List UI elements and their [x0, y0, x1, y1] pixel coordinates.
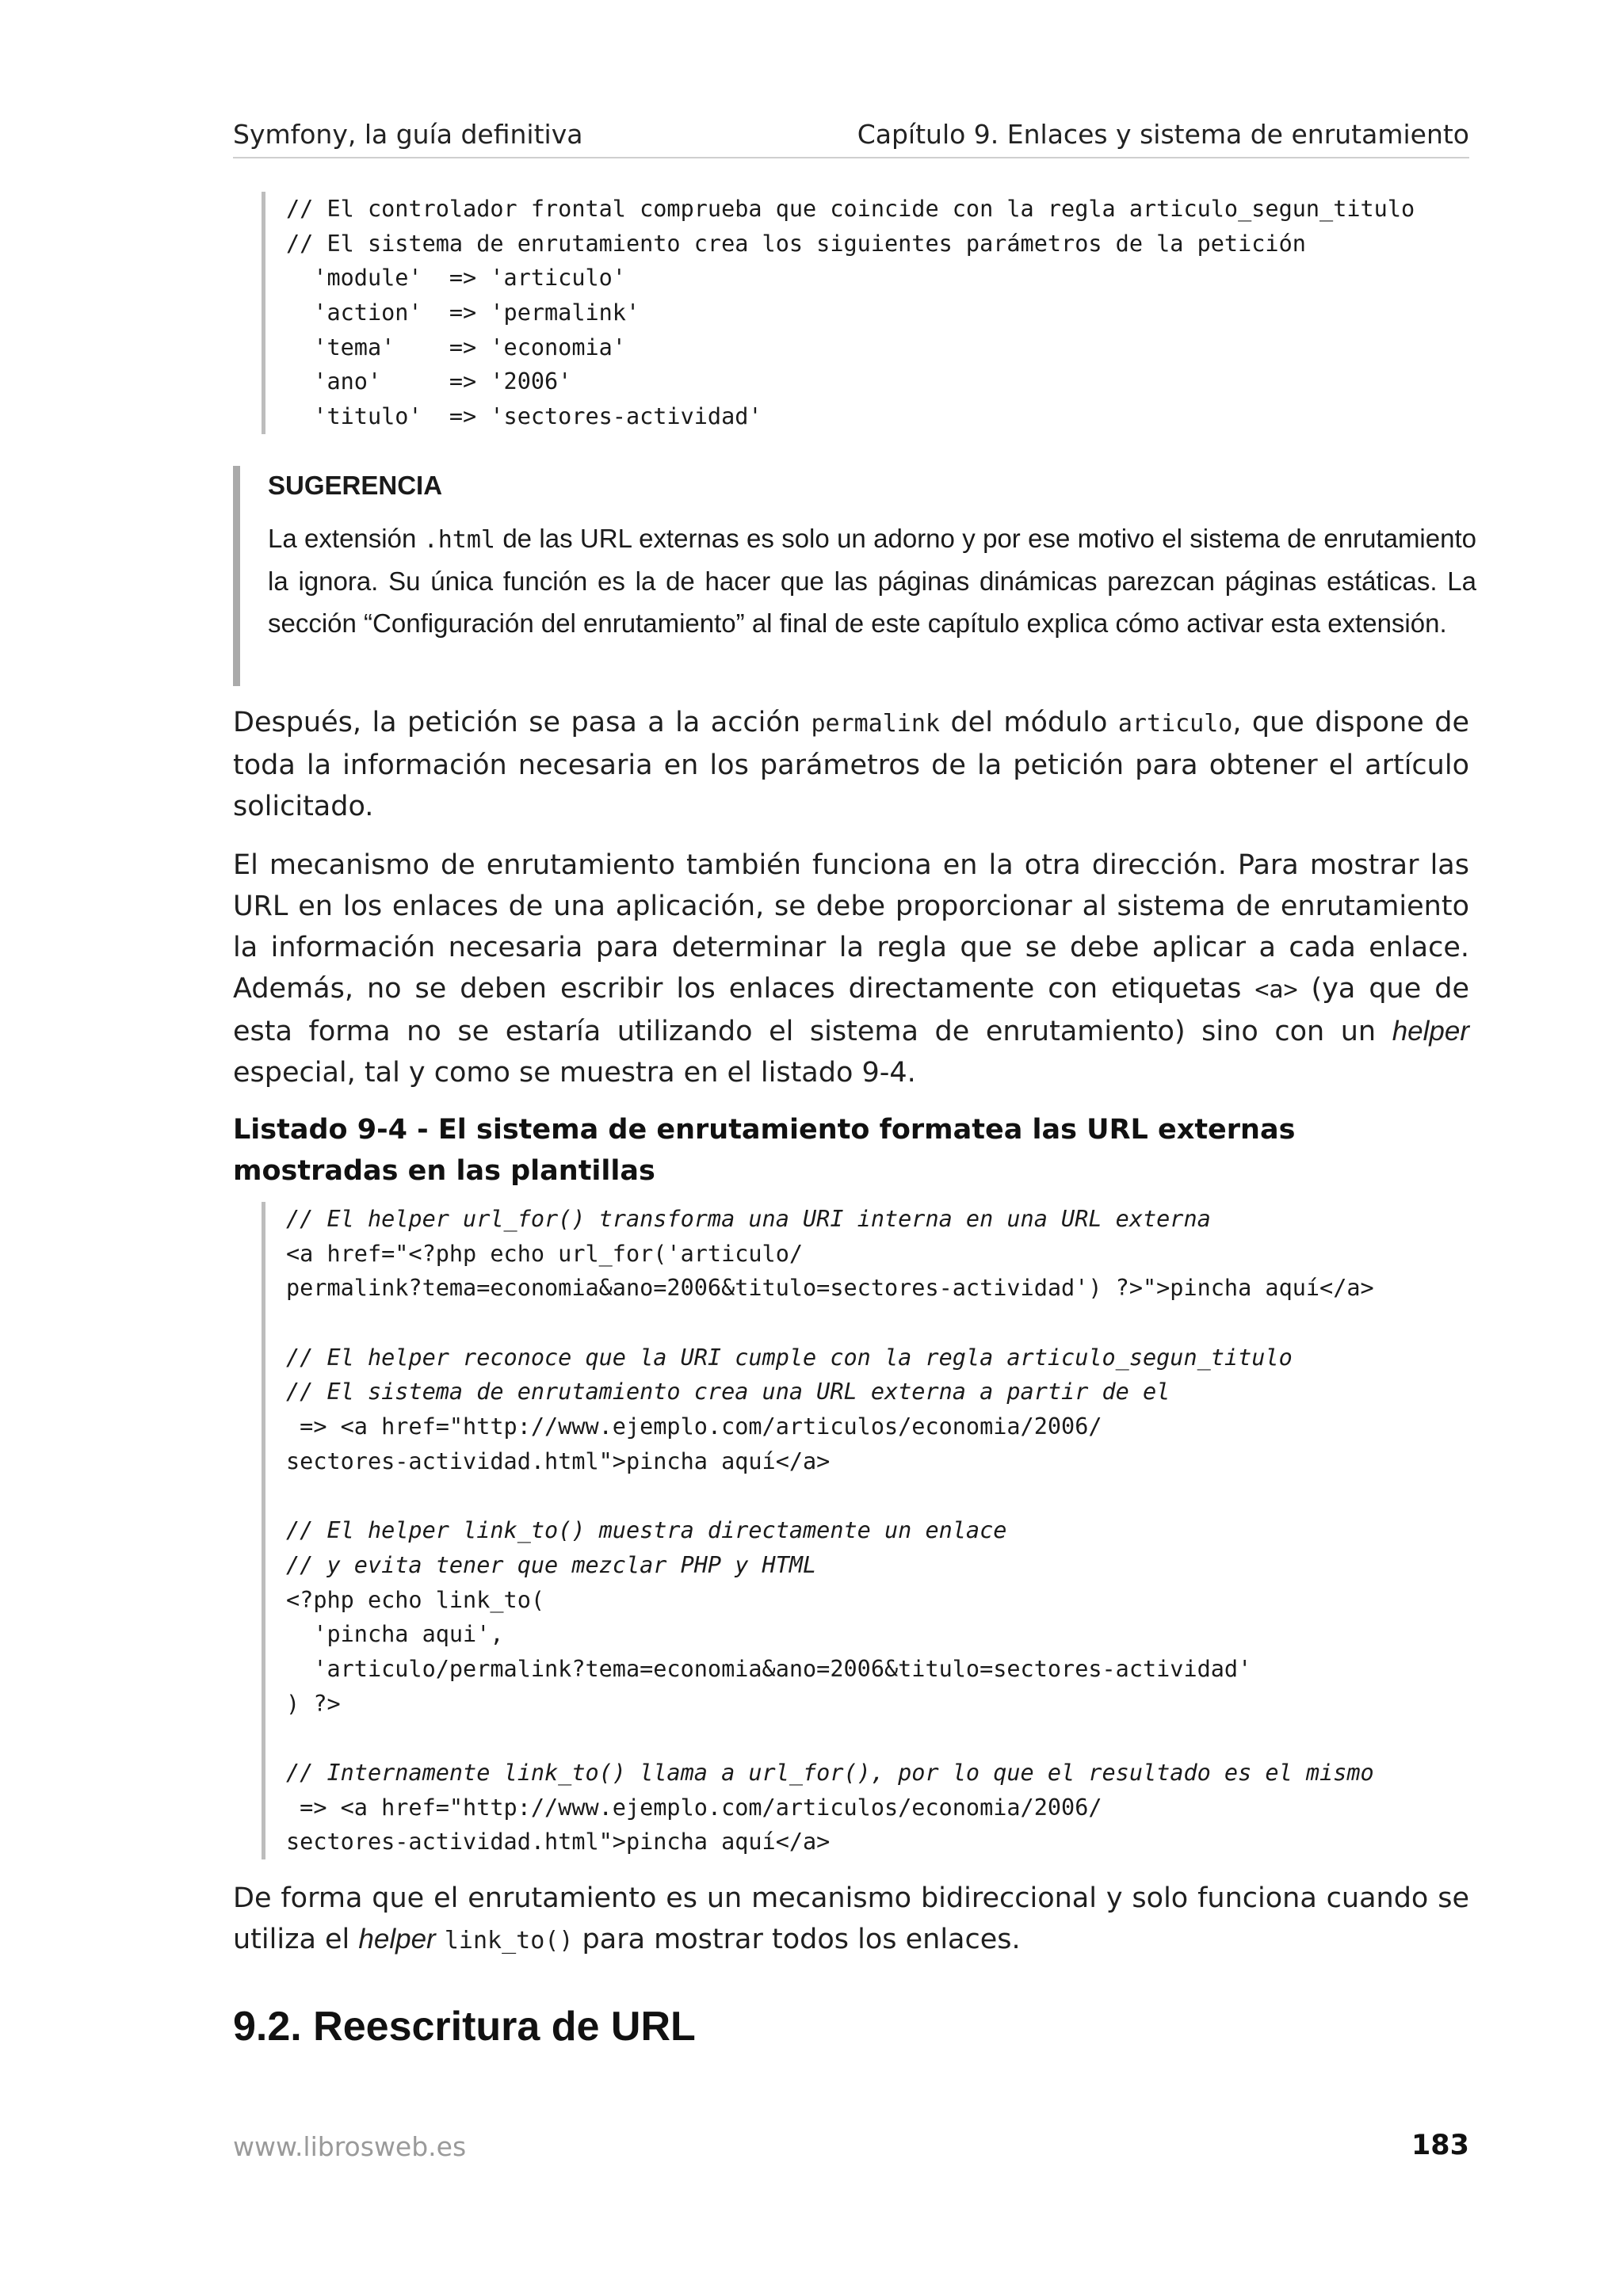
running-header [233, 119, 1469, 158]
tip-title: SUGERENCIA [268, 471, 443, 500]
code-block-listing-9-4 [262, 1202, 1374, 1859]
emphasis: helper [358, 1924, 436, 1955]
paragraph-text [436, 1924, 445, 1955]
paragraph [233, 845, 1469, 1093]
code-line: <a href="<?php echo url_for('articulo/ [286, 1240, 804, 1267]
code-line: 'tema' => 'economia' [286, 334, 626, 360]
tip-text: de las URL externas es solo un adorno y por ese motivo el sistema de enrutamiento la ignora. Su única función es la de hacer que las páginas dinámicas parezcan páginas estáticas. La sección “Configuración del enrutamiento” al final de este capítulo explica cómo activar esta extensión. [268, 524, 1476, 638]
paragraph-text: especial, tal y como se muestra en el listado 9-4. [233, 1057, 916, 1089]
footer-website: www.librosweb.es [233, 2131, 467, 2162]
tip-box [233, 466, 1476, 686]
paragraph-text: Después, la petición se pasa a la acción [233, 707, 812, 738]
code-line: // El helper link_to() muestra directamente un enlace [286, 1517, 1007, 1544]
code-line: 'ano' => '2006' [286, 368, 572, 395]
tip-body [268, 518, 1476, 644]
paragraph-text: (ya que de esta forma no se estaría utilizando el sistema de enrutamiento) sino con un [233, 973, 1470, 1047]
code-block-routing-params [262, 192, 1415, 434]
code-line: 'titulo' => 'sectores-actividad' [286, 403, 762, 430]
paragraph [233, 1878, 1469, 1962]
code-line: // y evita tener que mezclar PHP y HTML [286, 1551, 817, 1578]
paragraph-text: del módulo [940, 707, 1118, 738]
code-line: 'articulo/permalink?tema=economia&ano=2006&titulo=sectores-actividad' [286, 1655, 1252, 1682]
code-line: permalink?tema=economia&ano=2006&titulo=sectores-actividad') ?>">pincha aquí</a> [286, 1275, 1374, 1302]
header-book-title: Symfony, la guía definitiva [233, 119, 583, 150]
paragraph-text: para mostrar todos los enlaces. [573, 1924, 1021, 1955]
section-heading: 9.2. Reescritura de URL [233, 2004, 696, 2050]
code-line: // El helper reconoce que la URI cumple con la regla articulo_segun_titulo [286, 1344, 1293, 1371]
paragraph-text: , que dispone de toda la información necesaria en los parámetros de la petición para obtener el artículo solicitado. [233, 707, 1469, 822]
footer-page-number: 183 [1411, 2130, 1469, 2161]
code-line: // El sistema de enrutamiento crea una URL externa a partir de el [286, 1379, 1170, 1405]
code-line: // El helper url_for() transforma una URI interna en una URL externa [286, 1206, 1211, 1232]
tip-text: La extensión [268, 524, 424, 553]
code-line: sectores-actividad.html">pincha aquí</a> [286, 1447, 831, 1474]
inline-code: <a> [1254, 976, 1298, 1004]
paragraph [233, 702, 1469, 827]
code-line [286, 1479, 1374, 1514]
code-line: 'pincha aqui', [286, 1621, 504, 1648]
paragraph-text: De forma que el enrutamiento es un mecanismo bidireccional y solo funciona cuando se utiliza el [233, 1882, 1469, 1955]
header-chapter-title: Capítulo 9. Enlaces y sistema de enrutamiento [857, 119, 1469, 150]
code-line: => <a href="http://www.ejemplo.com/articulos/economia/2006/ [286, 1794, 1102, 1821]
code-line [286, 1721, 1374, 1756]
tip-code: .html [423, 526, 495, 554]
code-line: // El controlador frontal comprueba que coincide con la regla articulo_segun_titulo [286, 196, 1415, 222]
inline-code: permalink [811, 710, 940, 738]
code-line: // Internamente link_to() llama a url_for(), por lo que el resultado es el mismo [286, 1760, 1374, 1786]
code-line: => <a href="http://www.ejemplo.com/articulos/economia/2006/ [286, 1413, 1102, 1440]
code-line: 'action' => 'permalink' [286, 299, 640, 326]
paragraph-text: El mecanismo de enrutamiento también funciona en la otra dirección. Para mostrar las URL en los enlaces de una aplicación, se debe proporcionar al sistema de enrutamiento la información necesaria para determinar la regla que se debe aplicar a cada enlace. Además, no se deben escribir los enlaces directamente con etiquetas [233, 849, 1469, 1005]
code-line: // El sistema de enrutamiento crea los siguientes parámetros de la petición [286, 230, 1306, 257]
inline-code: articulo [1117, 710, 1233, 738]
code-line: 'module' => 'articulo' [286, 265, 626, 292]
emphasis: helper [1392, 1016, 1469, 1047]
inline-code: link_to() [444, 1927, 574, 1955]
listing-title: Listado 9-4 - El sistema de enrutamiento formatea las URL externas mostradas en las plantillas [233, 1114, 1296, 1187]
code-line: sectores-actividad.html">pincha aquí</a> [286, 1829, 831, 1855]
code-line [286, 1306, 1374, 1341]
code-line: ) ?> [286, 1690, 341, 1717]
code-line: <?php echo link_to( [286, 1586, 545, 1613]
